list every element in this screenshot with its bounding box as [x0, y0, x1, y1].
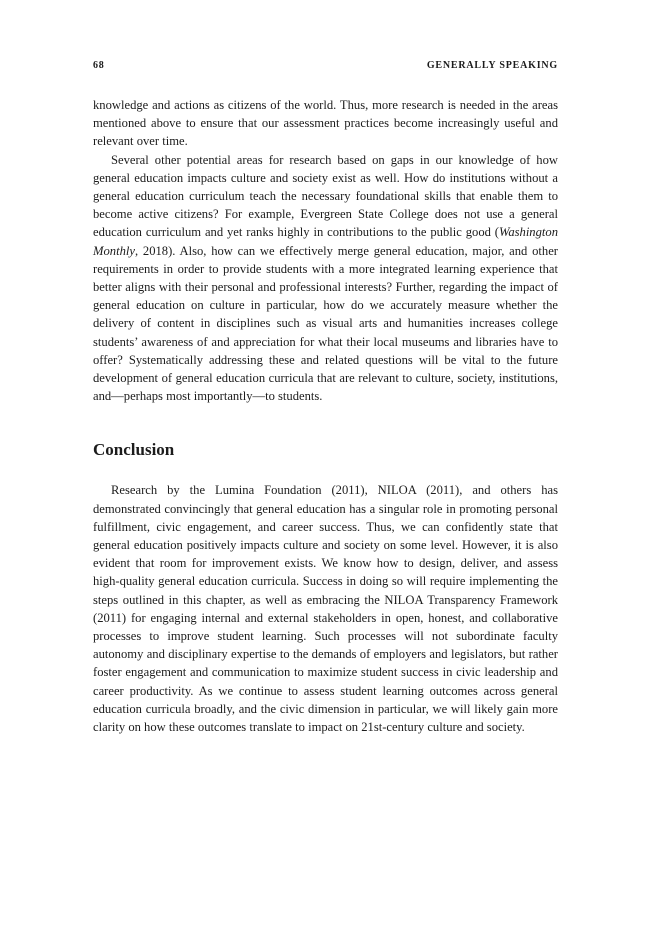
- paragraph-conclusion: Research by the Lumina Foundation (2011), NILOA (2011), and others has demonstrated convincingly that general education has a singular role in promoting personal fulfillment, civic engagement, and career success. Thus, we can confidently state that general education positively impacts culture and society on some level. However, it is also evident that room for improvement exists. We know how to design, deliver, and assess high-quality general education curricula. Success in doing so will require implementing the steps outlined in this chapter, as well as embracing the NILOA Transparency Framework (2011) for engaging internal and external stakeholders in open, honest, and collaborative processes to improve student learning. Such processes will not subordinate faculty autonomy and disciplinary expertise to the demands of employers and legislators, but rather foster engagement and communication to maximize student success in civic leadership and career productivity. As we continue to assess student learning outcomes across general education curricula broadly, and the civic dimension in particular, we will likely gain more clarity on how these outcomes translate to impact on 21st-century culture and society.: [93, 483, 558, 735]
- paragraph-continuation: knowledge and actions as citizens of the world. Thus, more research is needed in the areas mentioned above to ensure that our assessment practices become increasingly useful and relevant over time.: [93, 98, 558, 149]
- paragraph-text: Several other potential areas for research based on gaps in our knowledge of how general education impacts culture and society exist as well. How do institutions without a general education curriculum teach the necessary foundational skills that enable them to become active citizens? For example, Evergreen State College does not use a general education curriculum and yet ranks highly in contributions to the public good (: [93, 152, 558, 240]
- running-title: GENERALLY SPEAKING: [426, 60, 558, 71]
- section-heading: Conclusion: [93, 440, 175, 460]
- running-head: [93, 60, 558, 80]
- paragraph-research-areas: [93, 151, 558, 406]
- book-page: [93, 60, 558, 736]
- body-text: [93, 96, 558, 405]
- conclusion-body: [93, 481, 558, 736]
- citation-title: Washington Monthly: [93, 225, 558, 258]
- paragraph-text: , 2018). Also, how can we effectively merge general education, major, and other requirements in order to provide students with a more integrated learning experience that better aligns with their personal and professional interests? Further, regarding the impact of general education on culture in particular, how do we accurately measure whether the delivery of content in disciplines such as visual arts and humanities increases college students’ awareness of and appreciation for what their local museums and libraries have to offer? Systematically addressing these and related questions will be vital to the future development of general education curricula that are relevant to culture, society, institutions, and—perhaps most importantly—to students.: [93, 243, 558, 404]
- page-number: 68: [93, 60, 105, 71]
